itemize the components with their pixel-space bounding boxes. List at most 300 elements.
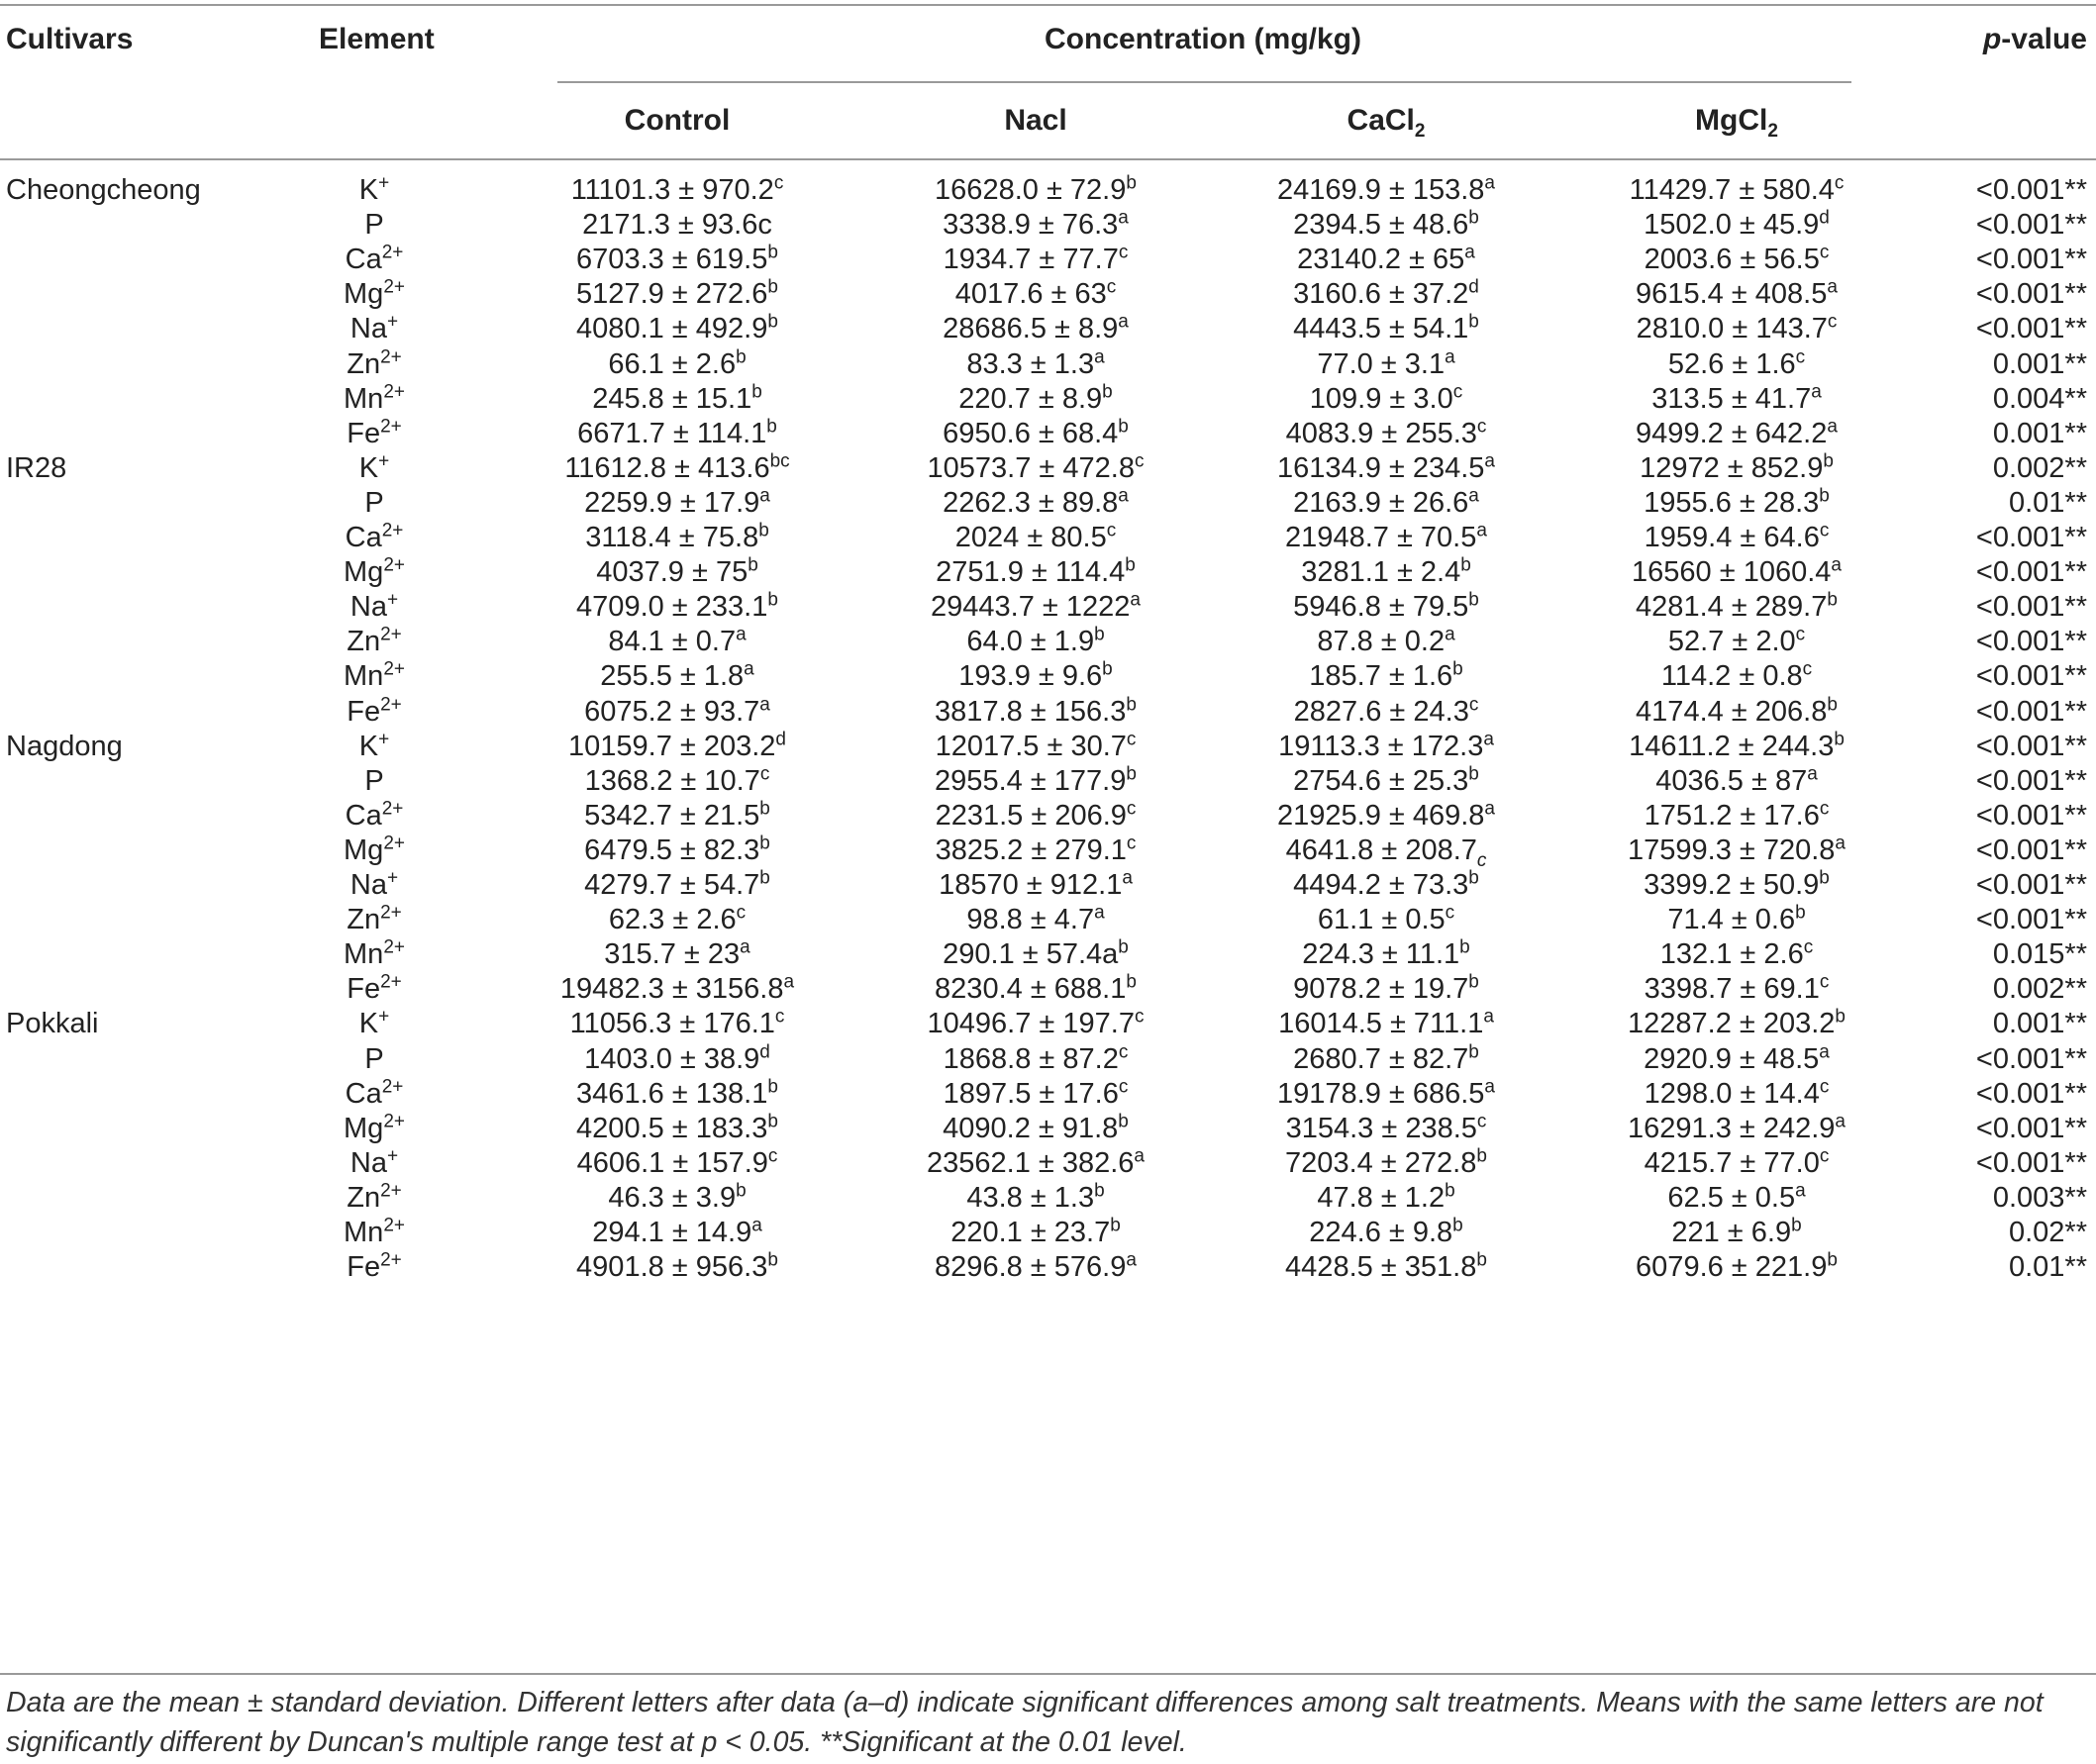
value-cell bbox=[943, 936, 1129, 972]
significance-letter: a bbox=[1484, 1075, 1496, 1097]
significance-letter: b bbox=[1102, 658, 1113, 680]
value-cell bbox=[608, 624, 746, 659]
value-mean-sd: 6479.5 ± 82.3 bbox=[584, 833, 760, 866]
value-cell bbox=[600, 658, 754, 694]
value-mean-sd: 2262.3 ± 89.8 bbox=[943, 486, 1119, 519]
value-cell bbox=[927, 1145, 1145, 1181]
significance-letter: b bbox=[1795, 902, 1806, 924]
significance-letter: b bbox=[759, 798, 770, 820]
value-cell bbox=[1636, 694, 1838, 730]
value-cell bbox=[1297, 242, 1475, 277]
element-symbol bbox=[359, 450, 389, 486]
element-base: Ca bbox=[345, 1077, 382, 1110]
value-mean-sd: 71.4 ± 0.6 bbox=[1667, 904, 1796, 936]
element-charge: 2+ bbox=[383, 658, 405, 680]
significance-letter: b bbox=[1791, 1215, 1802, 1236]
concentration-underline bbox=[557, 81, 1851, 83]
value-mean-sd: 1502.0 ± 45.9 bbox=[1644, 209, 1820, 242]
significance-letter: b bbox=[1468, 763, 1479, 785]
element-charge: 2+ bbox=[383, 276, 405, 298]
value-mean-sd: 220.1 ± 23.7 bbox=[950, 1217, 1111, 1248]
p-value-cell: <0.001** bbox=[1975, 869, 2087, 901]
significance-letter: a bbox=[1118, 311, 1129, 333]
element-base: Mg bbox=[344, 556, 384, 589]
value-mean-sd: 21925.9 ± 469.8 bbox=[1276, 799, 1485, 832]
value-mean-sd: 52.6 ± 1.6 bbox=[1667, 347, 1796, 380]
value-mean-sd: 4606.1 ± 157.9 bbox=[576, 1146, 768, 1179]
value-cell bbox=[936, 554, 1136, 590]
significance-letter: b bbox=[1102, 380, 1113, 402]
value-cell bbox=[571, 172, 784, 208]
element-charge: + bbox=[378, 450, 390, 472]
element-base: Na bbox=[349, 591, 387, 624]
value-cell bbox=[944, 1041, 1129, 1077]
value-mean-sd: 16560 ± 1060.4 bbox=[1632, 556, 1832, 589]
value-cell bbox=[560, 971, 794, 1007]
significance-letter: b bbox=[1468, 971, 1479, 993]
element-symbol bbox=[347, 346, 402, 382]
value-cell bbox=[1317, 1180, 1454, 1216]
significance-letter: b bbox=[1452, 658, 1463, 680]
significance-letter: b bbox=[1827, 693, 1838, 715]
value-mean-sd: 132.1 ± 2.6 bbox=[1659, 938, 1804, 971]
value-cell bbox=[1278, 729, 1494, 764]
value-cell bbox=[604, 936, 749, 972]
value-cell bbox=[1644, 207, 1830, 243]
value-mean-sd: 10496.7 ± 197.7 bbox=[927, 1008, 1135, 1040]
value-cell bbox=[576, 242, 778, 277]
value-mean-sd: 9615.4 ± 408.5 bbox=[1636, 278, 1828, 311]
significance-letter: b bbox=[1460, 554, 1471, 576]
value-cell bbox=[1277, 172, 1495, 208]
p-value-cell: <0.001** bbox=[1975, 626, 2087, 658]
significance-letter: b bbox=[1118, 936, 1129, 958]
value-cell bbox=[1301, 554, 1471, 590]
significance-letter: d bbox=[1468, 276, 1479, 298]
significance-letter: b bbox=[1126, 172, 1137, 194]
value-cell bbox=[1667, 902, 1805, 937]
value-mean-sd: 1934.7 ± 77.7 bbox=[943, 244, 1119, 276]
value-mean-sd: 1403.0 ± 38.9 bbox=[584, 1042, 760, 1075]
significance-letter: b bbox=[1476, 1249, 1487, 1271]
element-symbol bbox=[359, 729, 389, 764]
element-charge: 2+ bbox=[380, 693, 402, 715]
significance-letter: a bbox=[1827, 416, 1838, 438]
p-value-cell: <0.001** bbox=[1975, 764, 2087, 797]
element-charge: 2+ bbox=[383, 833, 405, 854]
element-charge: + bbox=[386, 589, 399, 611]
element-base: K bbox=[358, 1008, 379, 1040]
value-cell bbox=[1644, 485, 1830, 521]
significance-letter: a bbox=[1811, 380, 1822, 402]
value-cell bbox=[584, 833, 770, 868]
element-symbol bbox=[364, 485, 383, 521]
value-mean-sd: 5127.9 ± 272.6 bbox=[576, 278, 768, 311]
significance-letter: c bbox=[1819, 971, 1830, 993]
value-cell bbox=[936, 798, 1137, 833]
significance-letter: a bbox=[1835, 1111, 1846, 1132]
significance-letter: b bbox=[1468, 311, 1479, 333]
value-cell bbox=[1632, 554, 1842, 590]
significance-letter: b bbox=[736, 1180, 747, 1202]
value-mean-sd: 84.1 ± 0.7 bbox=[608, 626, 737, 658]
value-mean-sd: 2754.6 ± 25.3 bbox=[1293, 764, 1469, 797]
significance-letter: b bbox=[1126, 693, 1137, 715]
value-cell bbox=[584, 694, 770, 730]
significance-letter: a bbox=[1118, 485, 1129, 507]
p-value-cell: <0.001** bbox=[1975, 1077, 2087, 1110]
element-base: Mn bbox=[344, 938, 384, 971]
significance-letter: a bbox=[1484, 450, 1496, 472]
p-value-cell: 0.002** bbox=[1992, 973, 2087, 1006]
significance-letter: b bbox=[1126, 971, 1137, 993]
significance-letter: b bbox=[1452, 1215, 1463, 1236]
significance-letter: a bbox=[1126, 1249, 1137, 1271]
value-cell bbox=[1668, 346, 1805, 382]
element-charge: + bbox=[386, 311, 399, 333]
value-cell bbox=[1668, 624, 1805, 659]
element-charge: 2+ bbox=[380, 1249, 402, 1271]
table-footnote: Data are the mean ± standard deviation. Different letters after data (a–d) indicate significant differences among salt treatments. Means with the same letters are not significantly different by Duncan's multiple range test at p < 0.05. **Significant at the 0.01 level. bbox=[6, 1687, 2044, 1758]
value-mean-sd: 2810.0 ± 143.7 bbox=[1636, 313, 1828, 345]
significance-letter: c bbox=[1452, 380, 1463, 402]
value-mean-sd: 290.1 ± 57.4a bbox=[943, 938, 1119, 971]
element-base: Fe bbox=[347, 417, 381, 449]
value-cell bbox=[609, 902, 746, 937]
significance-letter: c bbox=[1834, 172, 1845, 194]
element-symbol bbox=[364, 763, 383, 799]
p-value-cell: 0.02** bbox=[2008, 1217, 2087, 1248]
value-mean-sd: 4443.5 ± 54.1 bbox=[1293, 313, 1469, 345]
significance-letter: c bbox=[1468, 693, 1479, 715]
value-mean-sd: 4200.5 ± 183.3 bbox=[576, 1112, 768, 1144]
significance-letter: b bbox=[1094, 624, 1105, 645]
element-charge: 2+ bbox=[381, 242, 404, 263]
value-mean-sd: 294.1 ± 14.9 bbox=[592, 1217, 752, 1248]
header-concentration: Concentration (mg/kg) bbox=[1045, 23, 1361, 55]
value-mean-sd: 2920.9 ± 48.5 bbox=[1644, 1042, 1820, 1075]
p-value-cell: <0.001** bbox=[1975, 1042, 2087, 1075]
value-mean-sd: 2259.9 ± 17.9 bbox=[584, 486, 760, 519]
significance-letter: c bbox=[1126, 798, 1137, 820]
p-value-cell: <0.001** bbox=[1975, 1112, 2087, 1144]
value-mean-sd: 3398.7 ± 69.1 bbox=[1644, 973, 1820, 1006]
value-cell bbox=[1651, 381, 1822, 417]
significance-letter: c bbox=[1827, 311, 1838, 333]
value-cell bbox=[576, 276, 778, 312]
significance-letter: c bbox=[1476, 849, 1487, 871]
value-cell bbox=[585, 520, 769, 555]
element-charge: 2+ bbox=[383, 380, 405, 402]
value-cell bbox=[1293, 589, 1479, 625]
significance-letter: c bbox=[1106, 276, 1117, 298]
header-element: Element bbox=[319, 23, 435, 55]
significance-letter: a bbox=[1807, 763, 1818, 785]
value-mean-sd: 21948.7 ± 70.5 bbox=[1285, 522, 1477, 553]
value-mean-sd: 19113.3 ± 172.3 bbox=[1278, 730, 1484, 762]
element-symbol bbox=[359, 172, 389, 208]
element-symbol bbox=[347, 624, 402, 659]
significance-letter: a bbox=[1094, 345, 1105, 367]
value-mean-sd: 4279.7 ± 54.7 bbox=[584, 869, 760, 901]
value-cell bbox=[943, 485, 1129, 521]
value-mean-sd: 3338.9 ± 76.3 bbox=[943, 209, 1119, 242]
element-charge: + bbox=[378, 1006, 390, 1028]
element-base: Zn bbox=[347, 1181, 381, 1214]
significance-letter: a bbox=[1483, 1006, 1494, 1028]
significance-letter: b bbox=[758, 520, 769, 541]
significance-letter: b bbox=[767, 1075, 778, 1097]
value-cell bbox=[966, 902, 1104, 937]
value-mean-sd: 1959.4 ± 64.6 bbox=[1644, 522, 1820, 553]
significance-letter: c bbox=[1134, 450, 1145, 472]
value-mean-sd: 2171.3 ± 93.6c bbox=[582, 209, 772, 242]
significance-letter: b bbox=[1126, 763, 1137, 785]
value-mean-sd: 17599.3 ± 720.8 bbox=[1627, 833, 1836, 866]
value-mean-sd: 12972 ± 852.9 bbox=[1640, 451, 1824, 484]
value-cell bbox=[1645, 798, 1830, 833]
header-cultivars: Cultivars bbox=[6, 23, 134, 55]
significance-letter: a bbox=[1831, 554, 1842, 576]
value-cell bbox=[1630, 172, 1845, 208]
value-mean-sd: 16134.9 ± 234.5 bbox=[1276, 451, 1485, 484]
value-cell bbox=[935, 971, 1137, 1007]
significance-letter: b bbox=[759, 867, 770, 889]
element-symbol bbox=[344, 1111, 405, 1146]
element-symbol bbox=[350, 311, 398, 346]
value-cell bbox=[955, 520, 1117, 555]
value-cell bbox=[1293, 311, 1479, 346]
value-mean-sd: 114.2 ± 0.8 bbox=[1660, 660, 1803, 693]
significance-letter: b bbox=[767, 276, 778, 298]
value-mean-sd: 3154.3 ± 238.5 bbox=[1285, 1112, 1477, 1144]
value-mean-sd: 14611.2 ± 244.3 bbox=[1629, 730, 1835, 762]
value-mean-sd: 1751.2 ± 17.6 bbox=[1644, 799, 1820, 832]
element-base: Ca bbox=[345, 244, 382, 276]
value-mean-sd: 29443.7 ± 1222 bbox=[931, 591, 1131, 624]
value-mean-sd: 4215.7 ± 77.0 bbox=[1644, 1146, 1820, 1179]
element-symbol bbox=[344, 658, 405, 694]
value-mean-sd: 3118.4 ± 75.8 bbox=[585, 522, 759, 553]
value-mean-sd: 3825.2 ± 279.1 bbox=[935, 833, 1127, 866]
significance-letter: c bbox=[1476, 1111, 1487, 1132]
value-mean-sd: 6703.3 ± 619.5 bbox=[576, 244, 768, 276]
value-mean-sd: 77.0 ± 3.1 bbox=[1317, 347, 1446, 380]
element-symbol bbox=[359, 1006, 389, 1041]
significance-letter: c bbox=[1118, 1075, 1129, 1097]
value-cell bbox=[943, 311, 1129, 346]
value-cell bbox=[1636, 1249, 1838, 1285]
value-cell bbox=[585, 763, 770, 799]
value-cell bbox=[1645, 1076, 1830, 1112]
value-mean-sd: 52.7 ± 2.0 bbox=[1667, 626, 1796, 658]
element-base: Zn bbox=[347, 904, 381, 936]
value-mean-sd: 6671.7 ± 114.1 bbox=[577, 417, 767, 449]
significance-letter: a bbox=[783, 971, 795, 993]
value-cell bbox=[1667, 1180, 1805, 1216]
value-cell bbox=[1310, 381, 1462, 417]
significance-letter: a bbox=[1795, 1180, 1806, 1202]
value-cell bbox=[608, 346, 746, 382]
element-base: P bbox=[364, 486, 384, 519]
significance-letter: b bbox=[767, 589, 778, 611]
value-cell bbox=[931, 589, 1141, 625]
value-cell bbox=[1644, 867, 1830, 903]
value-mean-sd: 19482.3 ± 3156.8 bbox=[559, 973, 784, 1006]
value-mean-sd: 1955.6 ± 28.3 bbox=[1644, 486, 1820, 519]
p-value-cell: 0.001** bbox=[1992, 347, 2087, 380]
element-base: Na bbox=[349, 869, 387, 901]
significance-letter: c bbox=[1819, 798, 1830, 820]
significance-letter: c bbox=[1819, 1145, 1830, 1167]
value-mean-sd: 4080.1 ± 492.9 bbox=[576, 313, 768, 345]
value-mean-sd: 10573.7 ± 472.8 bbox=[927, 451, 1135, 484]
p-value-cell: <0.001** bbox=[1975, 730, 2087, 762]
element-base: K bbox=[358, 451, 379, 484]
significance-letter: c bbox=[736, 902, 747, 924]
header-cacl2: CaCl$_2$ bbox=[1347, 104, 1426, 142]
element-base: Mg bbox=[344, 278, 384, 311]
value-cell bbox=[966, 624, 1104, 659]
value-cell bbox=[1645, 1145, 1830, 1181]
value-mean-sd: 61.1 ± 0.5 bbox=[1317, 904, 1446, 936]
element-charge: + bbox=[386, 867, 399, 889]
significance-letter: c bbox=[1134, 1006, 1145, 1028]
value-mean-sd: 10159.7 ± 203.2 bbox=[567, 730, 776, 762]
p-value-cell: <0.001** bbox=[1975, 591, 2087, 624]
value-cell bbox=[943, 416, 1129, 451]
value-mean-sd: 2003.6 ± 56.5 bbox=[1644, 244, 1820, 276]
element-base: Zn bbox=[347, 626, 381, 658]
header-bottom-rule bbox=[0, 158, 2096, 160]
value-mean-sd: 4090.2 ± 91.8 bbox=[943, 1112, 1119, 1144]
value-cell bbox=[936, 833, 1137, 868]
value-cell bbox=[1285, 520, 1487, 555]
value-cell bbox=[1628, 1111, 1846, 1146]
header-p-value: p-value bbox=[1982, 23, 2087, 55]
value-cell bbox=[1317, 624, 1454, 659]
significance-letter: b bbox=[1823, 450, 1834, 472]
value-cell bbox=[1655, 763, 1818, 799]
significance-letter: d bbox=[759, 1040, 770, 1062]
element-symbol bbox=[347, 694, 402, 730]
significance-letter: b bbox=[1819, 867, 1830, 889]
value-cell bbox=[1293, 207, 1479, 243]
significance-letter: a bbox=[1819, 1040, 1830, 1062]
value-cell bbox=[1636, 416, 1838, 451]
value-mean-sd: 62.5 ± 0.5 bbox=[1667, 1181, 1796, 1214]
value-cell bbox=[1317, 346, 1454, 382]
value-mean-sd: 2163.9 ± 26.6 bbox=[1293, 486, 1469, 519]
value-cell bbox=[1286, 416, 1487, 451]
value-mean-sd: 4017.6 ± 63 bbox=[954, 278, 1107, 311]
p-value-cell: 0.01** bbox=[2008, 486, 2087, 519]
value-mean-sd: 18570 ± 912.1 bbox=[939, 869, 1123, 901]
value-mean-sd: 4037.9 ± 75 bbox=[596, 556, 749, 589]
value-cell bbox=[570, 1006, 785, 1041]
p-value-cell: <0.001** bbox=[1975, 660, 2087, 693]
value-cell bbox=[577, 1145, 778, 1181]
value-cell bbox=[943, 207, 1129, 243]
significance-letter: a bbox=[751, 1215, 762, 1236]
value-cell bbox=[1629, 729, 1845, 764]
value-cell bbox=[1644, 1041, 1830, 1077]
value-cell bbox=[608, 1180, 746, 1216]
p-value-cell: <0.001** bbox=[1975, 695, 2087, 728]
significance-letter: c bbox=[773, 172, 784, 194]
value-mean-sd: 23140.2 ± 65 bbox=[1297, 244, 1465, 276]
significance-letter: a bbox=[759, 485, 770, 507]
element-base: P bbox=[364, 764, 384, 797]
significance-letter: b bbox=[767, 242, 778, 263]
p-value-cell: 0.004** bbox=[1992, 382, 2087, 415]
header-control: Control bbox=[624, 104, 731, 137]
significance-letter: b bbox=[767, 1249, 778, 1271]
value-mean-sd: 62.3 ± 2.6 bbox=[608, 904, 737, 936]
value-mean-sd: 12287.2 ± 203.2 bbox=[1627, 1008, 1836, 1040]
significance-letter: b bbox=[1819, 485, 1830, 507]
element-symbol bbox=[350, 867, 398, 903]
element-symbol bbox=[346, 520, 404, 555]
element-symbol bbox=[344, 1215, 405, 1250]
significance-letter: a bbox=[1827, 276, 1838, 298]
value-cell bbox=[944, 242, 1129, 277]
significance-letter: c bbox=[767, 1145, 778, 1167]
cultivar-name: Cheongcheong bbox=[6, 174, 201, 206]
value-cell bbox=[950, 1215, 1121, 1250]
element-symbol bbox=[364, 207, 383, 243]
significance-letter: b bbox=[1094, 1180, 1105, 1202]
value-mean-sd: 3399.2 ± 50.9 bbox=[1644, 869, 1820, 901]
value-mean-sd: 6079.6 ± 221.9 bbox=[1636, 1251, 1828, 1284]
significance-letter: c bbox=[1106, 520, 1117, 541]
value-mean-sd: 66.1 ± 2.6 bbox=[608, 347, 737, 380]
significance-letter: a bbox=[1094, 902, 1105, 924]
significance-letter: b bbox=[1827, 589, 1838, 611]
significance-letter: b bbox=[759, 833, 770, 854]
significance-letter: b bbox=[748, 554, 758, 576]
element-symbol bbox=[344, 936, 405, 972]
value-cell bbox=[576, 589, 778, 625]
value-mean-sd: 6950.6 ± 68.4 bbox=[943, 417, 1119, 449]
significance-letter: c bbox=[1445, 902, 1455, 924]
value-cell bbox=[1293, 763, 1479, 799]
significance-letter: b bbox=[767, 1111, 778, 1132]
value-cell bbox=[958, 381, 1113, 417]
element-symbol bbox=[346, 242, 404, 277]
value-cell bbox=[936, 729, 1137, 764]
value-mean-sd: 1868.8 ± 87.2 bbox=[943, 1042, 1119, 1075]
element-base: Mn bbox=[344, 382, 384, 415]
value-mean-sd: 4494.2 ± 73.3 bbox=[1293, 869, 1469, 901]
element-symbol bbox=[350, 1145, 398, 1181]
element-charge: 2+ bbox=[380, 971, 402, 993]
element-base: Fe bbox=[347, 1251, 381, 1284]
significance-letter: c bbox=[1819, 242, 1830, 263]
p-value-cell: <0.001** bbox=[1975, 313, 2087, 345]
value-mean-sd: 2751.9 ± 114.4 bbox=[936, 556, 1126, 589]
value-mean-sd: 2680.7 ± 82.7 bbox=[1293, 1042, 1469, 1075]
value-cell bbox=[928, 450, 1145, 486]
value-cell bbox=[584, 867, 770, 903]
element-charge: + bbox=[378, 728, 390, 749]
element-symbol bbox=[347, 1180, 402, 1216]
p-value-cell: <0.001** bbox=[1975, 556, 2087, 589]
significance-letter: a bbox=[1445, 345, 1455, 367]
element-symbol bbox=[347, 1249, 402, 1285]
element-symbol bbox=[344, 554, 405, 590]
p-value-cell: 0.001** bbox=[1992, 1008, 2087, 1040]
